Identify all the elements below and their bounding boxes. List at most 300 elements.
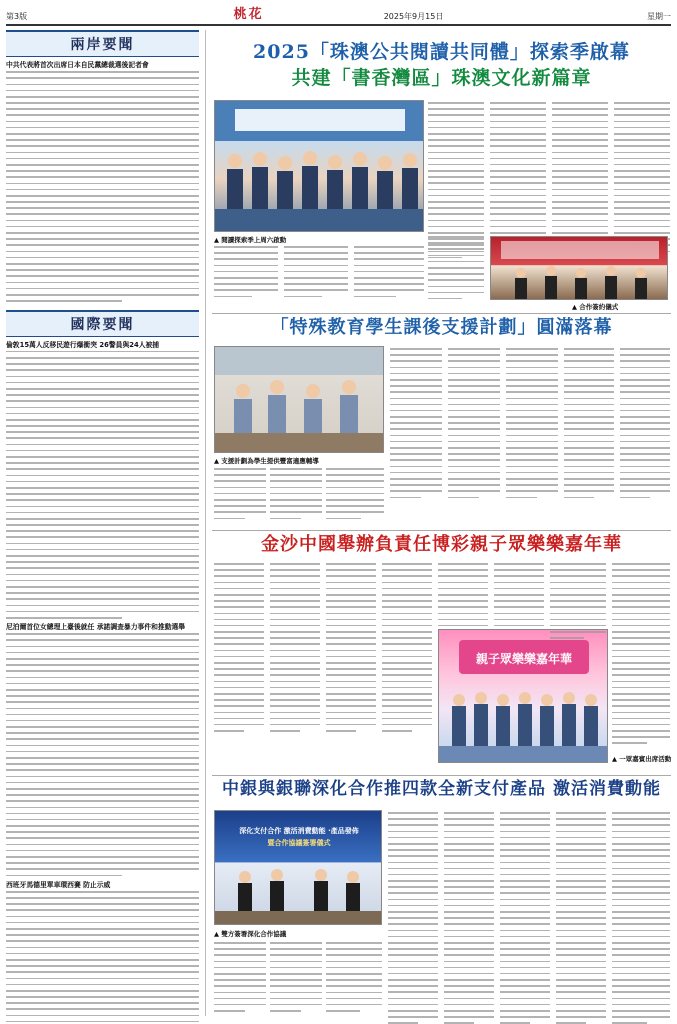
- article-column: [214, 942, 266, 1016]
- left-column: [6, 30, 206, 1016]
- banner-text-line2: 暨合作協議簽署儀式: [267, 839, 331, 847]
- text-line: [382, 730, 412, 732]
- text-line: [556, 868, 606, 870]
- text-line: [612, 613, 670, 615]
- text-line: [428, 121, 484, 123]
- text-line: [612, 674, 670, 676]
- text-line: [612, 662, 670, 664]
- text-line: [612, 954, 670, 956]
- text-line: [444, 868, 494, 870]
- text-line: [564, 497, 594, 499]
- text-line: [6, 726, 199, 728]
- article-column: [506, 348, 558, 503]
- text-line: [556, 843, 606, 845]
- text-line: [6, 580, 199, 582]
- text-line: [6, 831, 199, 833]
- text-line: [214, 283, 278, 285]
- story-divider: [212, 313, 671, 314]
- text-line: [620, 478, 670, 480]
- text-line: [494, 588, 544, 590]
- text-line: [444, 905, 494, 907]
- text-line: [6, 646, 199, 648]
- text-line: [494, 606, 544, 608]
- text-line: [500, 837, 550, 839]
- text-line: [388, 837, 438, 839]
- text-line: [448, 373, 500, 375]
- text-line: [506, 497, 537, 499]
- text-line: [564, 391, 614, 393]
- text-line: [326, 942, 382, 944]
- text-line: [270, 625, 320, 627]
- article-column: [550, 563, 606, 643]
- text-line: [382, 687, 432, 689]
- text-line: [214, 674, 264, 676]
- photo-caption: ▲ 雙方簽署深化合作協議: [214, 930, 287, 938]
- text-line: [382, 674, 432, 676]
- text-line: [612, 923, 670, 925]
- text-line: [214, 582, 264, 584]
- text-line: [428, 195, 484, 197]
- text-line: [444, 837, 494, 839]
- text-line: [490, 176, 546, 178]
- text-line: [428, 261, 484, 263]
- text-line: [6, 549, 199, 551]
- text-line: [6, 263, 199, 265]
- text-line: [428, 298, 462, 300]
- text-line: [428, 201, 484, 203]
- text-line: [270, 499, 322, 501]
- text-line: [214, 271, 278, 273]
- text-line: [6, 195, 199, 197]
- text-line: [390, 478, 442, 480]
- text-line: [390, 428, 442, 430]
- text-line: [612, 948, 670, 950]
- text-line: [6, 819, 199, 821]
- text-line: [284, 258, 348, 260]
- text-line: [612, 687, 670, 689]
- text-line: [6, 456, 199, 458]
- text-line: [444, 967, 494, 969]
- text-line: [388, 899, 438, 901]
- text-line: [490, 152, 546, 154]
- text-line: [6, 437, 199, 439]
- text-line: [550, 588, 606, 590]
- text-line: [6, 769, 199, 771]
- text-line: [614, 114, 670, 116]
- photo-caption: ▲ 閱讀探索季上周六啟動: [214, 236, 287, 244]
- text-line: [6, 524, 199, 526]
- text-line: [552, 226, 608, 228]
- text-line: [6, 965, 199, 967]
- text-line: [6, 837, 199, 839]
- text-line: [490, 195, 546, 197]
- text-line: [326, 505, 384, 507]
- text-line: [500, 880, 550, 882]
- text-line: [6, 363, 199, 365]
- text-line: [270, 687, 320, 689]
- subheadline-reading-community: 共建「書香灣區」珠澳文化新篇章: [291, 67, 592, 89]
- text-line: [326, 1004, 382, 1006]
- text-line: [612, 905, 670, 907]
- text-line: [500, 923, 550, 925]
- text-line: [326, 948, 382, 950]
- text-line: [326, 954, 382, 956]
- text-line: [494, 619, 544, 621]
- text-line: [388, 961, 438, 963]
- text-line: [500, 843, 550, 845]
- text-line: [6, 84, 199, 86]
- story-divider: [212, 775, 671, 776]
- text-line: [428, 145, 484, 147]
- text-line: [6, 1021, 199, 1023]
- text-line: [444, 954, 494, 956]
- text-line: [6, 971, 199, 973]
- text-line: [428, 164, 484, 166]
- text-line: [284, 296, 322, 298]
- text-line: [214, 650, 264, 652]
- text-line: [612, 736, 670, 738]
- article-column: [382, 563, 432, 736]
- text-line: [620, 441, 670, 443]
- text-line: [552, 170, 608, 172]
- text-line: [506, 404, 558, 406]
- text-line: [564, 472, 614, 474]
- text-line: [448, 385, 500, 387]
- text-line: [326, 985, 382, 987]
- text-line: [388, 849, 438, 851]
- text-line: [270, 613, 320, 615]
- text-line: [500, 868, 550, 870]
- text-line: [614, 158, 670, 160]
- text-line: [550, 625, 606, 627]
- text-line: [390, 497, 421, 499]
- text-line: [556, 930, 606, 932]
- text-line: [506, 428, 558, 430]
- text-line: [448, 398, 500, 400]
- text-line: [614, 201, 670, 203]
- text-line: [428, 139, 484, 141]
- text-line: [620, 422, 670, 424]
- text-line: [390, 422, 442, 424]
- text-line: [326, 973, 382, 975]
- text-line: [6, 512, 199, 514]
- text-line: [490, 189, 546, 191]
- text-line: [552, 139, 608, 141]
- text-line: [326, 606, 376, 608]
- text-line: [6, 567, 199, 569]
- text-line: [326, 724, 376, 726]
- article-column: [270, 468, 322, 524]
- text-line: [552, 152, 608, 154]
- text-line: [500, 886, 550, 888]
- text-line: [326, 730, 356, 732]
- text-line: [444, 843, 494, 845]
- article-column: [326, 468, 384, 524]
- text-line: [388, 1010, 438, 1012]
- text-line: [326, 468, 384, 470]
- text-line: [354, 296, 396, 298]
- text-line: [6, 394, 199, 396]
- text-line: [214, 954, 266, 956]
- text-line: [444, 862, 494, 864]
- text-line: [382, 569, 432, 571]
- text-line: [612, 911, 670, 913]
- text-line: [564, 379, 614, 381]
- text-line: [614, 232, 670, 234]
- text-line: [270, 693, 320, 695]
- text-line: [6, 555, 199, 557]
- text-line: [388, 911, 438, 913]
- text-line: [6, 664, 199, 666]
- text-line: [382, 637, 432, 639]
- text-line: [612, 625, 670, 627]
- text-line: [382, 724, 432, 726]
- text-line: [448, 404, 500, 406]
- text-line: [506, 410, 558, 412]
- text-line: [6, 984, 199, 986]
- text-line: [6, 238, 199, 240]
- reading-event-photo: [214, 100, 424, 232]
- text-line: [214, 1004, 266, 1006]
- text-line: [556, 824, 606, 826]
- text-line: [6, 139, 199, 141]
- text-line: [614, 182, 670, 184]
- text-line: [214, 973, 266, 975]
- text-line: [612, 1004, 670, 1006]
- text-line: [612, 631, 670, 633]
- text-line: [612, 1010, 670, 1012]
- text-line: [444, 831, 494, 833]
- text-line: [506, 373, 558, 375]
- text-line: [564, 441, 614, 443]
- text-line: [270, 705, 320, 707]
- text-line: [448, 447, 500, 449]
- text-line: [326, 656, 376, 658]
- text-line: [326, 643, 376, 645]
- text-line: [614, 176, 670, 178]
- text-line: [500, 892, 550, 894]
- text-line: [612, 668, 670, 670]
- text-line: [500, 849, 550, 851]
- text-line: [382, 718, 432, 720]
- text-line: [214, 979, 266, 981]
- text-line: [550, 631, 606, 633]
- text-line: [614, 127, 670, 129]
- text-line: [438, 582, 488, 584]
- text-line: [612, 855, 670, 857]
- text-line: [564, 367, 614, 369]
- text-line: [390, 490, 442, 492]
- text-line: [6, 1008, 199, 1010]
- text-line: [620, 391, 670, 393]
- text-line: [390, 391, 442, 393]
- text-line: [494, 600, 544, 602]
- text-line: [428, 114, 484, 116]
- text-line: [550, 569, 606, 571]
- text-line: [612, 637, 670, 639]
- text-line: [444, 1004, 494, 1006]
- text-line: [448, 360, 500, 362]
- text-line: [270, 575, 320, 577]
- text-line: [490, 220, 546, 222]
- text-line: [6, 996, 199, 998]
- text-line: [6, 897, 199, 899]
- text-line: [270, 480, 322, 482]
- text-line: [388, 1004, 438, 1006]
- text-line: [6, 251, 199, 253]
- text-line: [500, 812, 550, 814]
- text-line: [448, 441, 500, 443]
- text-line: [6, 732, 199, 734]
- text-line: [556, 1010, 606, 1012]
- text-line: [354, 277, 424, 279]
- text-line: [270, 681, 320, 683]
- text-line: [6, 720, 199, 722]
- text-line: [388, 855, 438, 857]
- text-line: [506, 484, 558, 486]
- text-line: [390, 360, 442, 362]
- text-line: [6, 282, 199, 284]
- text-line: [564, 404, 614, 406]
- text-line: [444, 899, 494, 901]
- text-line: [6, 351, 199, 353]
- text-line: [270, 674, 320, 676]
- text-line: [444, 874, 494, 876]
- text-line: [270, 668, 320, 670]
- text-line: [500, 979, 550, 981]
- text-line: [612, 936, 670, 938]
- text-line: [214, 563, 264, 565]
- text-line: [428, 242, 484, 244]
- text-line: [6, 807, 199, 809]
- text-line: [326, 650, 376, 652]
- text-line: [214, 681, 264, 683]
- text-line: [326, 718, 376, 720]
- text-line: [550, 606, 606, 608]
- text-line: [500, 1016, 550, 1018]
- text-line: [390, 459, 442, 461]
- text-line: [552, 158, 608, 160]
- text-line: [6, 300, 122, 302]
- text-line: [6, 275, 199, 277]
- text-line: [390, 453, 442, 455]
- text-line: [214, 948, 266, 950]
- text-line: [214, 493, 266, 495]
- text-line: [326, 511, 384, 513]
- text-line: [270, 961, 322, 963]
- text-line: [6, 763, 199, 765]
- text-line: [428, 292, 484, 294]
- text-line: [6, 530, 199, 532]
- text-line: [270, 505, 322, 507]
- text-line: [552, 114, 608, 116]
- text-line: [6, 357, 199, 359]
- text-line: [270, 942, 322, 944]
- text-line: [500, 824, 550, 826]
- photo-caption: ▲ 合作簽約儀式: [572, 303, 619, 311]
- article-column: [270, 563, 320, 736]
- text-line: [438, 588, 488, 590]
- text-line: [620, 385, 670, 387]
- text-line: [214, 518, 245, 520]
- text-line: [614, 207, 670, 209]
- text-line: [550, 575, 606, 577]
- text-line: [448, 472, 500, 474]
- article-column: [620, 348, 670, 503]
- text-line: [284, 265, 348, 267]
- text-line: [494, 563, 544, 565]
- text-line: [6, 518, 199, 520]
- text-line: [214, 985, 266, 987]
- text-line: [612, 967, 670, 969]
- text-line: [506, 447, 558, 449]
- text-line: [552, 201, 608, 203]
- text-line: [614, 121, 670, 123]
- text-line: [6, 431, 199, 433]
- text-line: [448, 391, 500, 393]
- ceremony-illustration: [491, 237, 668, 300]
- text-line: [506, 422, 558, 424]
- text-line: [388, 892, 438, 894]
- section-header-international: 國際要聞: [6, 310, 199, 337]
- text-line: [448, 435, 500, 437]
- text-line: [612, 837, 670, 839]
- text-line: [428, 108, 484, 110]
- text-line: [552, 133, 608, 135]
- text-line: [614, 170, 670, 172]
- text-line: [6, 922, 199, 924]
- text-line: [564, 447, 614, 449]
- text-line: [6, 158, 199, 160]
- text-line: [390, 373, 442, 375]
- text-line: [550, 619, 606, 621]
- text-line: [214, 693, 264, 695]
- text-line: [382, 668, 432, 670]
- text-line: [614, 220, 670, 222]
- text-line: [500, 855, 550, 857]
- text-line: [552, 164, 608, 166]
- text-line: [354, 289, 424, 291]
- text-line: [552, 189, 608, 191]
- text-line: [6, 176, 199, 178]
- text-line: [354, 283, 424, 285]
- text-line: [6, 450, 199, 452]
- text-line: [556, 899, 606, 901]
- text-line: [614, 213, 670, 215]
- text-line: [6, 400, 199, 402]
- text-line: [382, 588, 432, 590]
- weekday: 星期一: [647, 12, 671, 21]
- text-line: [612, 594, 670, 596]
- photo-caption: ▲ 支援計劃為學生提供豐富適應輔導: [214, 457, 319, 465]
- text-line: [552, 121, 608, 123]
- text-line: [270, 637, 320, 639]
- text-line: [564, 453, 614, 455]
- text-line: [388, 991, 438, 993]
- text-line: [214, 511, 266, 513]
- text-line: [382, 681, 432, 683]
- text-line: [6, 114, 199, 116]
- crowd-illustration: [215, 101, 424, 232]
- article-column: [390, 348, 442, 503]
- text-line: [6, 376, 199, 378]
- text-line: [490, 213, 546, 215]
- text-line: [428, 273, 484, 275]
- text-line: [6, 481, 199, 483]
- text-line: [506, 490, 558, 492]
- text-line: [6, 133, 199, 135]
- text-line: [214, 942, 266, 944]
